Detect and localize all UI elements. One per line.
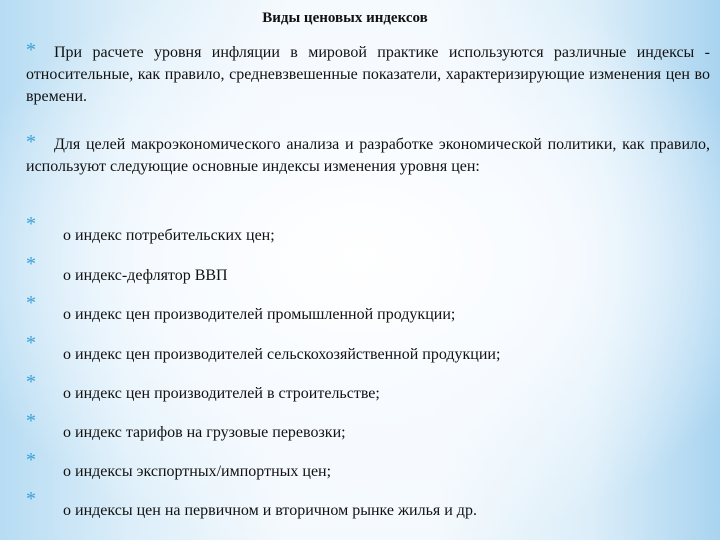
paragraph-1-text: При расчете уровня инфляции в мировой практике используются различные индексы - относительные, как правило, средневзвешенные показатели, характеризирующие изменения цен во времени.: [26, 44, 710, 105]
bullet-star-icon: *: [26, 371, 36, 393]
bullet-star-icon: *: [26, 292, 36, 314]
bullet-star-icon: *: [26, 131, 36, 153]
list-item-text: о индекс цен производителей промышленной продукции;: [63, 306, 456, 323]
paragraph-2-text: Для целей макроэкономического анализа и разработке экономической политики, как правило, используют следующие основные индексы изменения уровня цен:: [26, 136, 710, 175]
list-item-text: о индекс потребительских цен;: [63, 227, 275, 244]
bullet-star-icon: *: [26, 488, 36, 510]
list-item-text: о индекс цен производителей сельскохозяйственной продукции;: [63, 346, 501, 363]
list-item-text: о индексы цен на первичном и вторичном рынке жилья и др.: [63, 502, 477, 519]
list-item-text: о индекс тарифов на грузовые перевозки;: [63, 424, 346, 441]
list-item-text: о индекс-дефлятор ВВП: [63, 267, 228, 284]
bullet-star-icon: *: [26, 410, 36, 432]
bullet-star-icon: *: [26, 332, 36, 354]
bullet-star-icon: *: [26, 39, 36, 61]
paragraph-1: [26, 39, 710, 108]
slide-title: Виды ценовых индексов: [262, 10, 428, 26]
list-item-text: о индекс цен производителей в строительстве;: [63, 385, 380, 402]
bullet-star-icon: *: [26, 449, 36, 471]
bullet-star-icon: *: [26, 253, 36, 275]
list-item-text: о индексы экспортных/импортных цен;: [63, 463, 332, 480]
bullet-star-icon: *: [26, 213, 36, 235]
paragraph-2: [26, 131, 710, 178]
